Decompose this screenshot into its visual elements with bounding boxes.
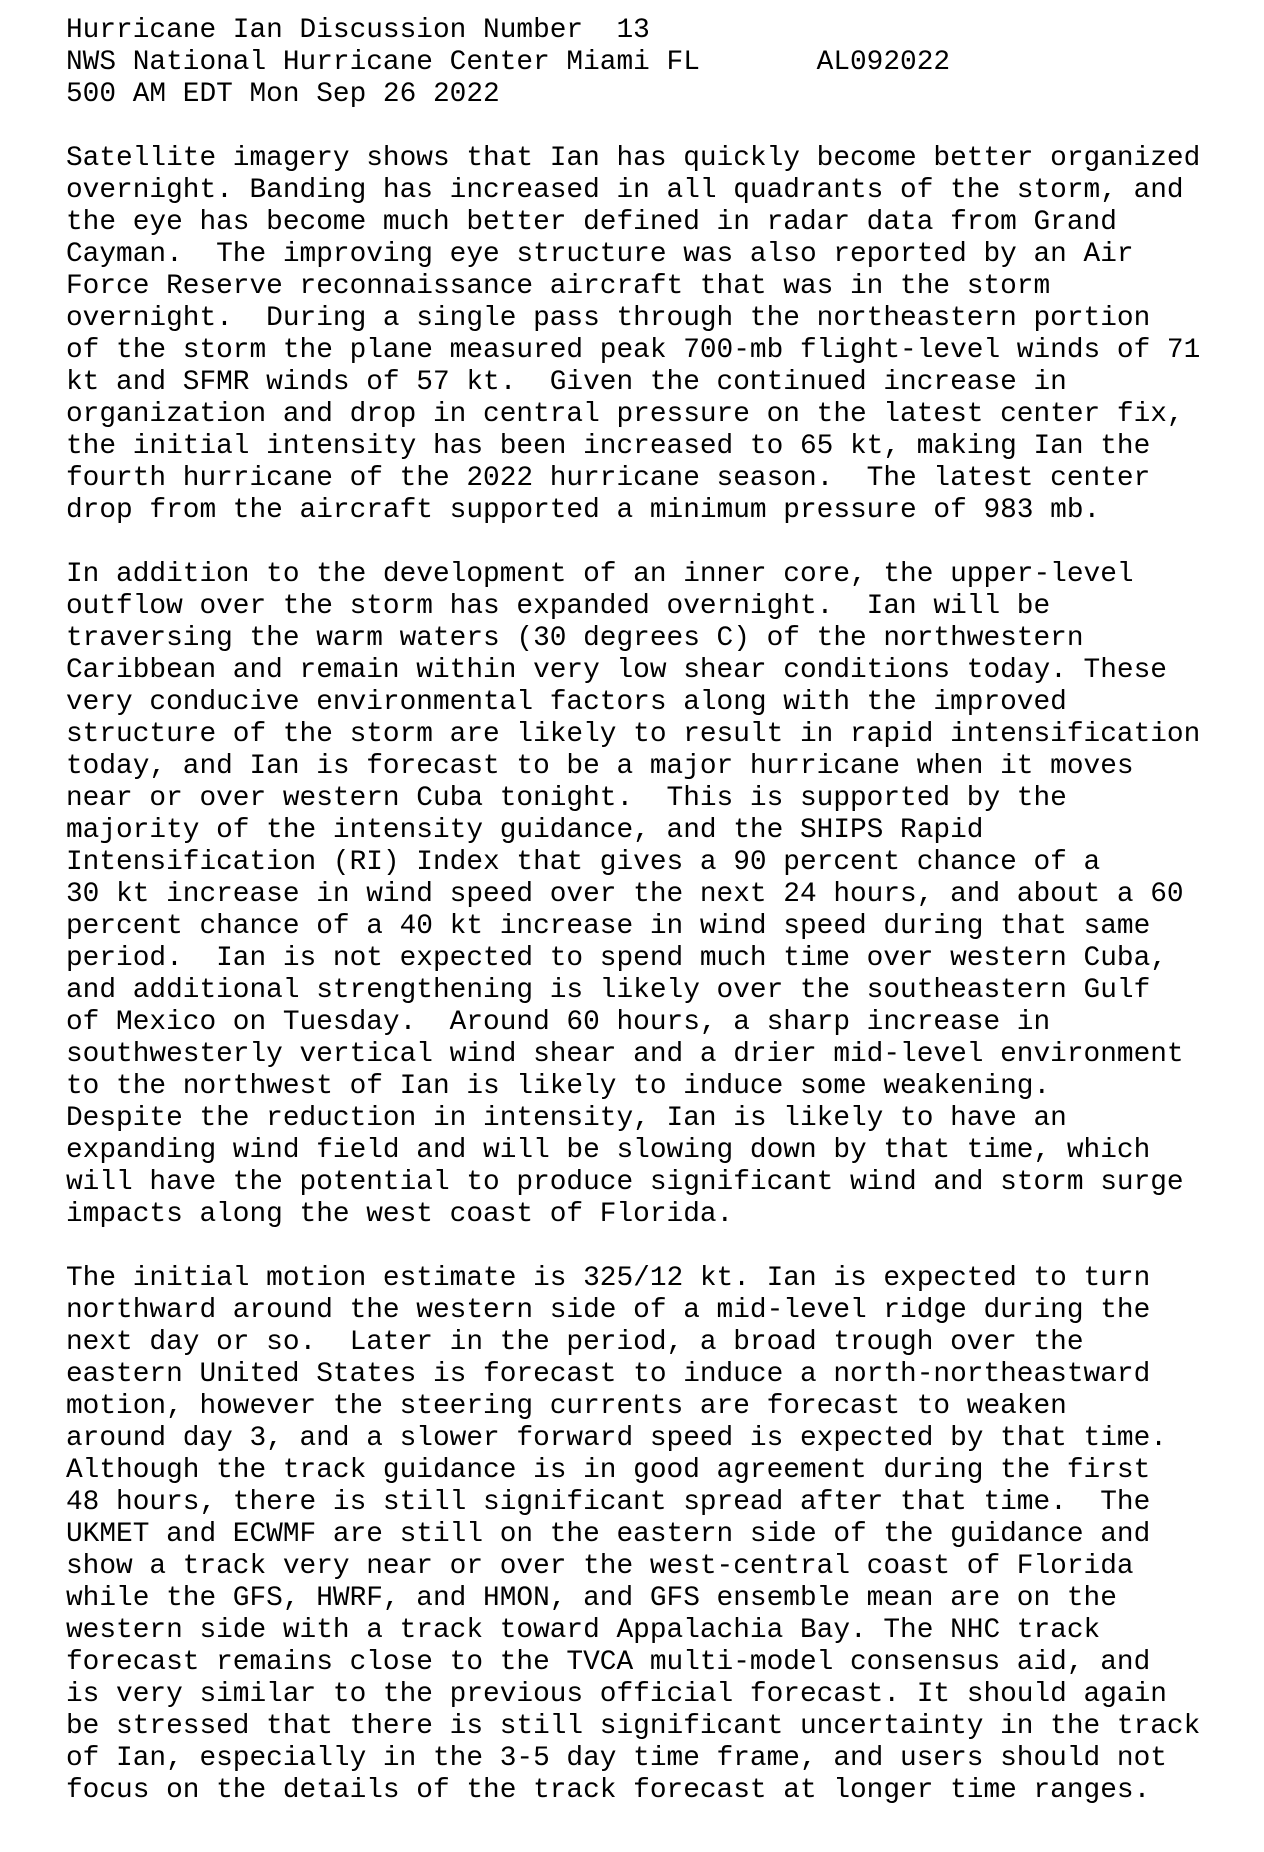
text-line: traversing the warm waters (30 degrees C) of the northwestern	[66, 623, 1084, 654]
text-line: Intensification (RI) Index that gives a 90 percent chance of a	[66, 847, 1101, 878]
blank-line	[66, 111, 1256, 143]
text-line: Although the track guidance is in good agreement during the first	[66, 1455, 1151, 1486]
text-line: while the GFS, HWRF, and HMON, and GFS ensemble mean are on the	[66, 1583, 1117, 1614]
text-line: of Mexico on Tuesday. Around 60 hours, a sharp increase in	[66, 1007, 1051, 1038]
text-line: kt and SFMR winds of 57 kt. Given the continued increase in	[66, 367, 1067, 398]
text-line: drop from the aircraft supported a minimum pressure of 983 mb.	[66, 495, 1101, 526]
issuing-office: NWS National Hurricane Center Miami FL AL092022	[66, 47, 951, 78]
text-line: Satellite imagery shows that Ian has quickly become better organized	[66, 143, 1201, 174]
text-line: percent chance of a 40 kt increase in wind speed during that same	[66, 911, 1151, 942]
text-line: Despite the reduction in intensity, Ian is likely to have an	[66, 1103, 1067, 1134]
text-line: UKMET and ECWMF are still on the eastern side of the guidance and	[66, 1519, 1151, 1550]
text-line: overnight. During a single pass through the northeastern portion	[66, 303, 1151, 334]
text-line: The initial motion estimate is 325/12 kt. Ian is expected to turn	[66, 1263, 1151, 1294]
text-line: impacts along the west coast of Florida.	[66, 1199, 734, 1230]
text-line: next day or so. Later in the period, a broad trough over the	[66, 1327, 1084, 1358]
text-line: of the storm the plane measured peak 700-mb flight-level winds of 71	[66, 335, 1201, 366]
text-line: In addition to the development of an inner core, the upper-level	[66, 559, 1134, 590]
text-line: and additional strengthening is likely over the southeastern Gulf	[66, 975, 1151, 1006]
text-line: show a track very near or over the west-central coast of Florida	[66, 1551, 1134, 1582]
text-line: expanding wind field and will be slowing down by that time, which	[66, 1135, 1151, 1166]
text-line: motion, however the steering currents are forecast to weaken	[66, 1391, 1067, 1422]
discussion-document	[66, 15, 1256, 1807]
text-line: Force Reserve reconnaissance aircraft that was in the storm	[66, 271, 1051, 302]
text-line: the eye has become much better defined in radar data from Grand	[66, 207, 1117, 238]
text-line: fourth hurricane of the 2022 hurricane season. The latest center	[66, 463, 1151, 494]
text-line: of Ian, especially in the 3-5 day time frame, and users should not	[66, 1743, 1167, 1774]
text-line: outflow over the storm has expanded overnight. Ian will be	[66, 591, 1051, 622]
issue-time: 500 AM EDT Mon Sep 26 2022	[66, 79, 500, 110]
text-line: overnight. Banding has increased in all quadrants of the storm, and	[66, 175, 1184, 206]
text-line: be stressed that there is still significant uncertainty in the track	[66, 1711, 1201, 1742]
text-line: around day 3, and a slower forward speed is expected by that time.	[66, 1423, 1167, 1454]
text-line: to the northwest of Ian is likely to induce some weakening.	[66, 1071, 1051, 1102]
discussion-title: Hurricane Ian Discussion Number 13	[66, 15, 650, 46]
text-line: forecast remains close to the TVCA multi-model consensus aid, and	[66, 1647, 1151, 1678]
text-line: structure of the storm are likely to result in rapid intensification	[66, 719, 1201, 750]
text-line: southwesterly vertical wind shear and a drier mid-level environment	[66, 1039, 1184, 1070]
text-line: is very similar to the previous official forecast. It should again	[66, 1679, 1167, 1710]
paragraph-intensity-observations	[66, 143, 1256, 527]
text-line: today, and Ian is forecast to be a major hurricane when it moves	[66, 751, 1134, 782]
text-line: near or over western Cuba tonight. This is supported by the	[66, 783, 1067, 814]
text-line: 48 hours, there is still significant spread after that time. The	[66, 1487, 1151, 1518]
text-line: Caribbean and remain within very low shear conditions today. These	[66, 655, 1167, 686]
text-line: eastern United States is forecast to induce a north-northeastward	[66, 1359, 1151, 1390]
text-line: very conducive environmental factors along with the improved	[66, 687, 1067, 718]
text-line: northward around the western side of a mid-level ridge during the	[66, 1295, 1151, 1326]
text-line: majority of the intensity guidance, and the SHIPS Rapid	[66, 815, 984, 846]
paragraph-intensity-forecast	[66, 559, 1256, 1231]
blank-line	[66, 1231, 1256, 1263]
paragraph-track-forecast	[66, 1263, 1256, 1807]
text-line: 30 kt increase in wind speed over the next 24 hours, and about a 60	[66, 879, 1184, 910]
text-line: organization and drop in central pressure on the latest center fix,	[66, 399, 1184, 430]
text-line: period. Ian is not expected to spend much time over western Cuba,	[66, 943, 1167, 974]
text-line: the initial intensity has been increased to 65 kt, making Ian the	[66, 431, 1151, 462]
text-line: Cayman. The improving eye structure was also reported by an Air	[66, 239, 1134, 270]
text-line: will have the potential to produce significant wind and storm surge	[66, 1167, 1184, 1198]
blank-line	[66, 527, 1256, 559]
text-line: focus on the details of the track forecast at longer time ranges.	[66, 1775, 1151, 1806]
text-line: western side with a track toward Appalachia Bay. The NHC track	[66, 1615, 1101, 1646]
document-header	[66, 15, 1256, 111]
